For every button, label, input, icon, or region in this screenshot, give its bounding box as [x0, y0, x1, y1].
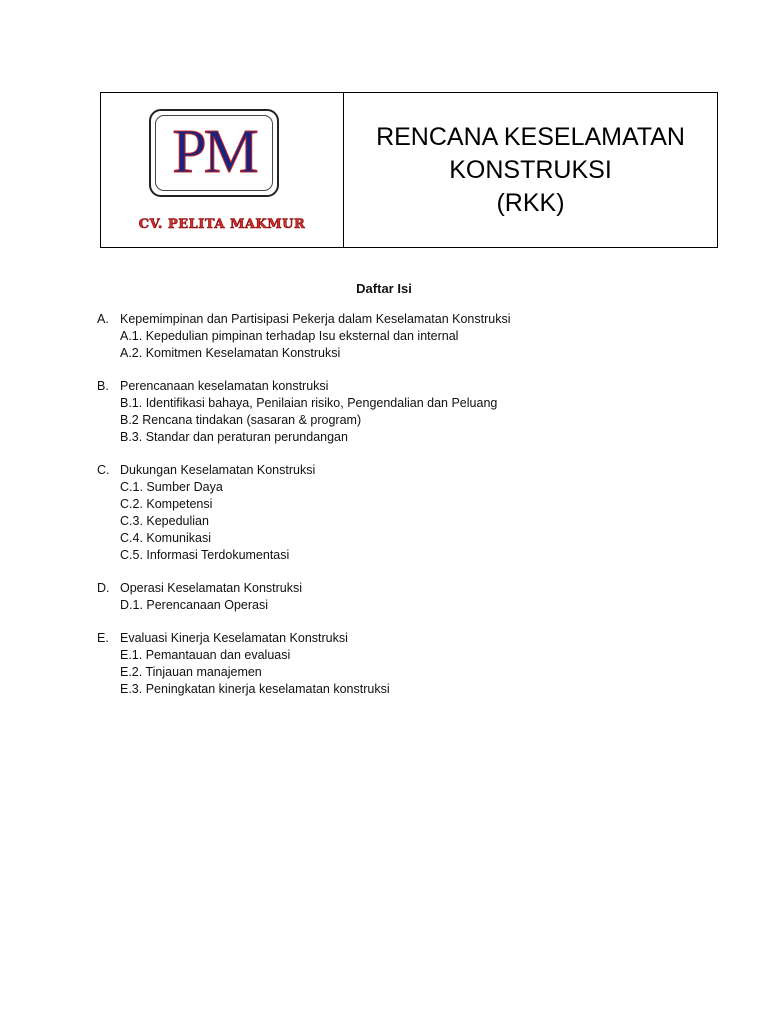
logo-cell — [101, 93, 344, 247]
document-title-line-3: (RKK) — [496, 188, 565, 217]
document-header — [100, 92, 718, 248]
toc-heading: Daftar Isi — [356, 281, 412, 296]
toc-section-letter: A. — [97, 312, 109, 326]
toc-item: C.2. Kompetensi — [120, 497, 213, 511]
toc-item: E.2. Tinjauan manajemen — [120, 665, 262, 679]
toc-section-c — [97, 462, 737, 564]
toc-item: B.1. Identifikasi bahaya, Penilaian risiko, Pengendalian dan Peluang — [120, 396, 498, 410]
toc-item: B.2 Rencana tindakan (sasaran & program) — [120, 413, 362, 427]
toc-item: A.1. Kepedulian pimpinan terhadap Isu eksternal dan internal — [120, 329, 459, 343]
toc-item: D.1. Perencanaan Operasi — [120, 598, 269, 612]
toc-section-title — [97, 580, 737, 597]
title-cell — [344, 93, 717, 247]
toc-section-letter: D. — [97, 581, 110, 595]
toc-section-text: Kepemimpinan dan Partisipasi Pekerja dalam Keselamatan Konstruksi — [120, 312, 511, 326]
toc-section-letter: C. — [97, 463, 110, 477]
toc-section-text: Perencanaan keselamatan konstruksi — [120, 379, 329, 393]
toc-section-a — [97, 311, 737, 362]
toc-section-text: Evaluasi Kinerja Keselamatan Konstruksi — [120, 631, 348, 645]
toc-section-text: Dukungan Keselamatan Konstruksi — [120, 463, 316, 477]
toc-item: C.4. Komunikasi — [120, 531, 212, 545]
toc-item: C.5. Informasi Terdokumentasi — [120, 548, 290, 562]
toc-section-title — [97, 378, 737, 395]
toc-item: E.1. Pemantauan dan evaluasi — [120, 648, 291, 662]
logo-mark: PM — [172, 118, 256, 186]
logo-company-name: CV. PELITA MAKMUR — [138, 217, 306, 232]
toc-item: C.1. Sumber Daya — [120, 480, 223, 494]
toc-section-e — [97, 630, 737, 698]
toc-item: A.2. Komitmen Keselamatan Konstruksi — [120, 346, 341, 360]
logo-frame — [149, 109, 279, 197]
toc-section-title — [97, 462, 737, 479]
toc-section-title — [97, 630, 737, 647]
toc-section-letter: E. — [97, 631, 109, 645]
toc-section-d — [97, 580, 737, 614]
document-title-line-1: RENCANA KESELAMATAN — [376, 122, 685, 151]
toc-item: B.3. Standar dan peraturan perundangan — [120, 430, 348, 444]
table-of-contents — [97, 311, 737, 714]
toc-item: C.3. Kepedulian — [120, 514, 209, 528]
document-title-line-2: KONSTRUKSI — [449, 155, 612, 184]
toc-section-letter: B. — [97, 379, 109, 393]
toc-item: E.3. Peningkatan kinerja keselamatan konstruksi — [120, 682, 390, 696]
toc-section-title — [97, 311, 737, 328]
toc-section-text: Operasi Keselamatan Konstruksi — [120, 581, 303, 595]
toc-section-b — [97, 378, 737, 446]
